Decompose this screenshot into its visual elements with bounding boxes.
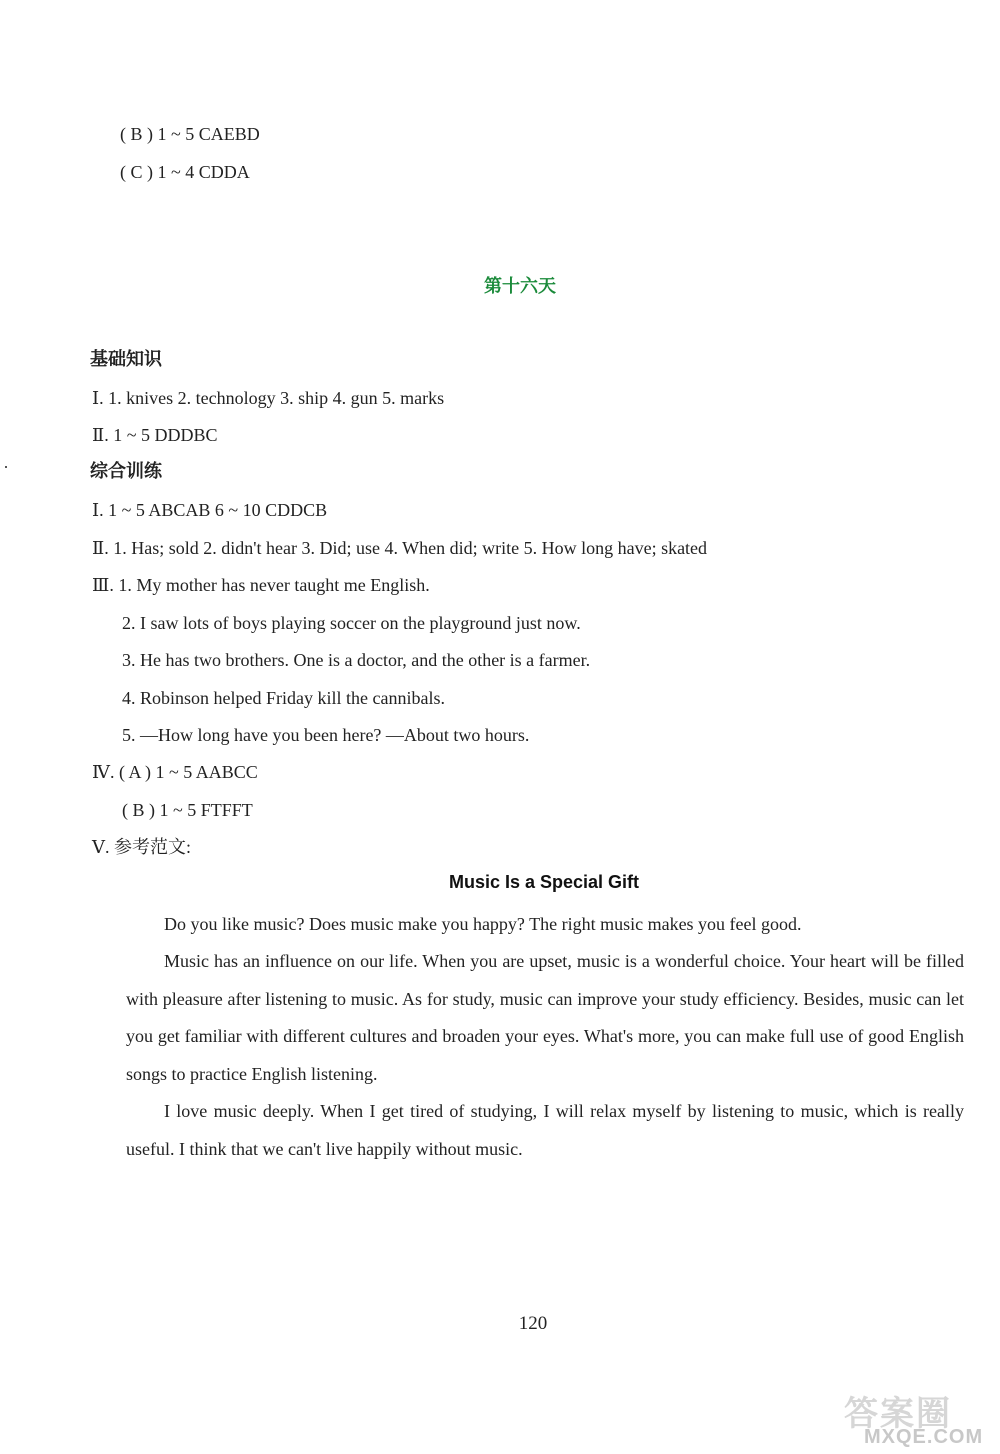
comprehensive-answer-5: Ⅴ. 参考范文: — [92, 837, 191, 857]
comprehensive-answer-2: Ⅱ. 1. Has; sold 2. didn't hear 3. Did; use 4. When did; write 5. How long have; skated — [92, 538, 708, 558]
comprehensive-answer-3-2: 2. I saw lots of boys playing soccer on the playground just now. — [122, 613, 581, 633]
comprehensive-answer-3-3: 3. He has two brothers. One is a doctor, and the other is a farmer. — [122, 650, 591, 670]
page-number: 120 — [518, 1313, 548, 1334]
answer-line-c-b: ( B ) 1 ~ 5 CAEBD — [120, 124, 260, 144]
essay-paragraph-1-text: Do you like music? Does music make you happy? The right music makes you feel good. — [164, 914, 802, 934]
comprehensive-answer-3-1: Ⅲ. 1. My mother has never taught me English. — [92, 575, 430, 595]
margin-mark — [5, 466, 7, 468]
essay-paragraph-3-text: I love music deeply. When I get tired of studying, I will relax myself by listening to music, which is really useful. I think that we can't live happily without music. — [126, 1101, 964, 1159]
watermark-url: MXQE.COM — [864, 1426, 984, 1448]
comprehensive-answer-4-b: ( B ) 1 ~ 5 FTFFT — [122, 800, 253, 820]
comprehensive-answer-1: Ⅰ. 1 ~ 5 ABCAB 6 ~ 10 CDDCB — [92, 500, 328, 520]
essay-paragraph-3 — [126, 1093, 964, 1168]
answer-line-c-c: ( C ) 1 ~ 4 CDDA — [120, 162, 250, 182]
essay-title: Music Is a Special Gift — [448, 872, 640, 892]
comprehensive-answer-4-a: Ⅳ. ( A ) 1 ~ 5 AABCC — [92, 762, 258, 782]
comprehensive-answer-3-4: 4. Robinson helped Friday kill the cannibals. — [122, 688, 445, 708]
section-heading-comprehensive: 综合训练 — [90, 461, 162, 482]
comprehensive-answer-3-5: 5. —How long have you been here? —About two hours. — [122, 725, 530, 745]
essay-paragraph-2-text: Music has an influence on our life. When you are upset, music is a wonderful choice. Your heart will be filled with pleasure after listening to music. As for study, music can improve your study efficiency. Besides, music can let you get familiar with different cultures and broaden your eyes. What's more, you can make full use of good English songs to practice English listening. — [126, 951, 964, 1084]
basic-answer-1: Ⅰ. 1. knives 2. technology 3. ship 4. gun 5. marks — [92, 388, 445, 408]
watermark-logo: 答案圈 — [844, 1394, 952, 1434]
essay-paragraph-1 — [126, 906, 964, 944]
section-heading-basic: 基础知识 — [90, 349, 162, 370]
essay-paragraph-2 — [126, 943, 964, 1093]
day-title: 第十六天 — [484, 276, 556, 297]
basic-answer-2: Ⅱ. 1 ~ 5 DDDBC — [92, 425, 218, 445]
